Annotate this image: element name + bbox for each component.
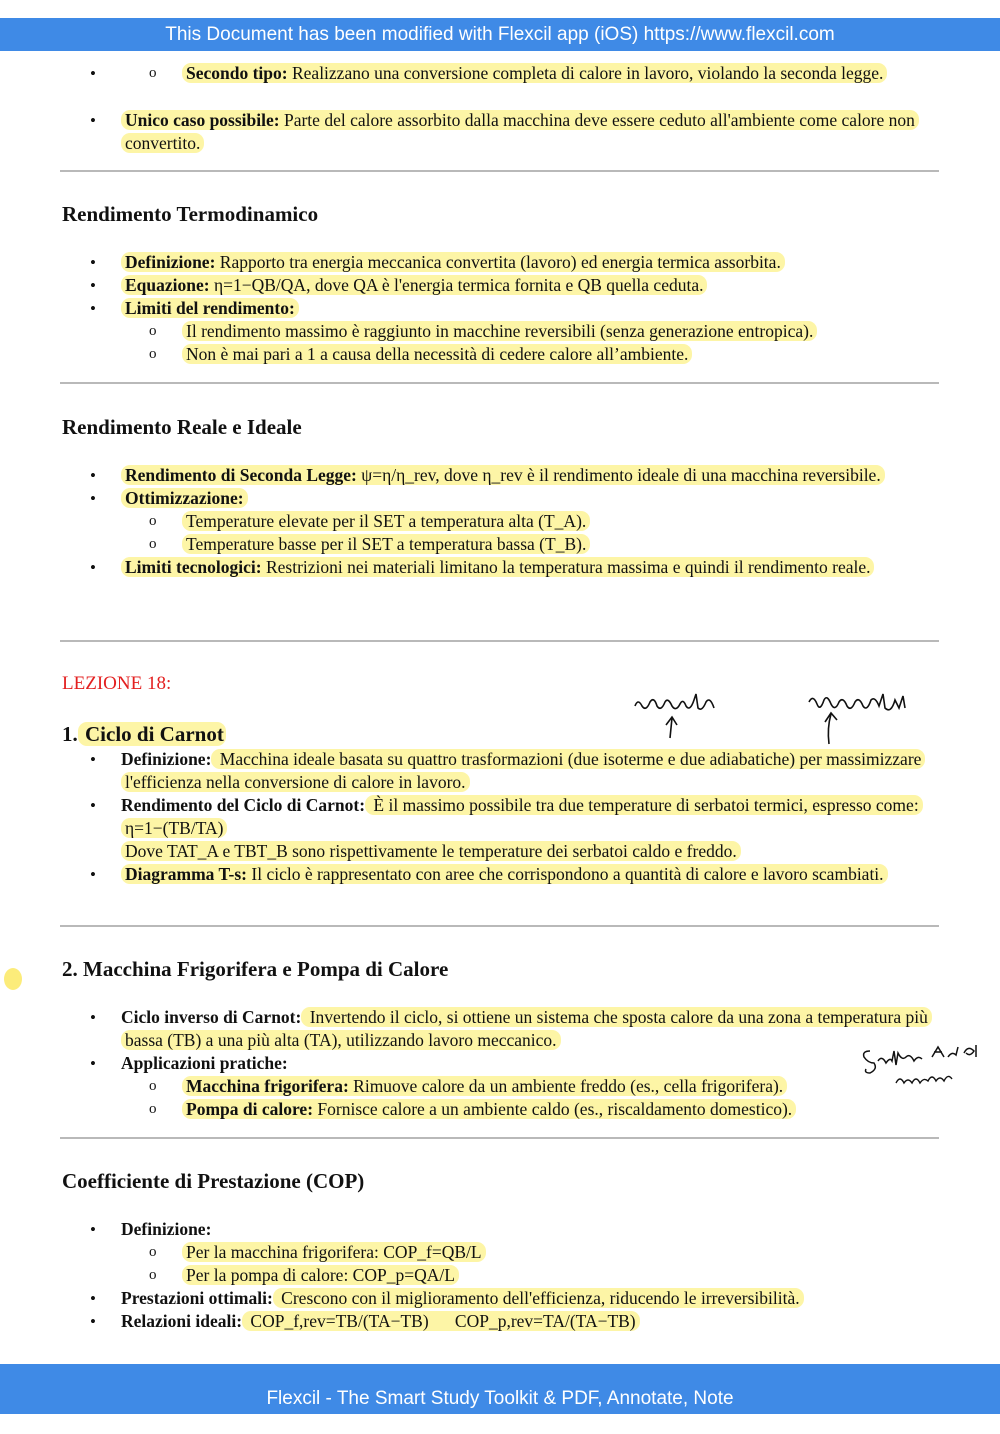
list-item: • Definizione: o Per la macchina frigorifera: COP_f=QB/L o Per la pompa di calore: COP_p=QA/L [121,1218,941,1287]
list-item: • Limiti del rendimento: o Il rendimento massimo è raggiunto in macchine reversibili (senza generazione entropica). o Non è mai pari a 1 a causa della necessità di cedere calore all’ambiente. [121,297,941,366]
divider [60,925,939,927]
sub-item: o Macchina frigorifera: Rimuove calore da un ambiente freddo (es., cella frigorifera). [182,1075,941,1098]
divider [60,1137,939,1139]
sub-item: o Non è mai pari a 1 a causa della necessità di cedere calore all’ambiente. [182,343,941,366]
flexcil-top-banner: This Document has been modified with Flexcil app (iOS) https://www.flexcil.com [0,18,1000,51]
sub-item-secondo-tipo: o • Secondo tipo: Realizzano una conversione completa di calore in lavoro, violando la seconda legge. [182,62,941,85]
lesson-label: LEZIONE 18: [62,673,172,694]
rendimento-reale-list [121,464,941,579]
section-heading-macchina-frigorifera: 2. Macchina Frigorifera e Pompa di Calore [62,957,449,981]
list-item: • Limiti tecnologici: Restrizioni nei materiali limitano la temperatura massima e quindi il rendimento reale. [121,556,941,579]
frigorifera-list [121,1006,941,1121]
flexcil-bottom-banner: Flexcil - The Smart Study Toolkit & PDF, Annotate, Note [0,1364,1000,1414]
section-heading-rendimento-reale: Rendimento Reale e Ideale [62,415,302,439]
list-item: • Prestazioni ottimali: Crescono con il miglioramento dell'efficienza, riducendo le irreversibilità. [121,1287,941,1310]
cop-list [121,1218,941,1333]
handwritten-sottrarre-note [858,1043,990,1093]
list-item: • Applicazioni pratiche: o Macchina frigorifera: Rimuove calore da un ambiente freddo (es., cella frigorifera). o Pompa di calore: Fornisce calore a un ambiente caldo (es., riscaldamento domestico). [121,1052,941,1121]
rendimento-list [121,251,941,366]
handwritten-reversibili-note [630,692,730,744]
carnot-list [121,748,941,886]
divider [60,640,939,642]
divider [60,382,939,384]
intro-list-2 [121,109,941,155]
section-heading-rendimento-termodinamico: Rendimento Termodinamico [62,202,319,226]
list-item: • Relazioni ideali: COP_f,rev=TB/(TA−TB) COP_p,rev=TA/(TA−TB) [121,1310,941,1333]
list-item: • Rendimento del Ciclo di Carnot: È il massimo possibile tra due temperature di serbatoi termici, espresso come: η=1−(TB/TA) Dove TAT_A e TBT_B sono rispettivamente le temperature dei serbatoi caldo e freddo. [121,794,941,863]
sub-item: o Temperature elevate per il SET a temperatura alta (T_A). [182,510,941,533]
sub-item: o Pompa di calore: Fornisce calore a un ambiente caldo (es., riscaldamento domestico). [182,1098,941,1121]
divider [60,170,939,172]
list-item: • Definizione: Rapporto tra energia meccanica convertita (lavoro) ed energia termica assorbita. [121,251,941,274]
list-item: • Ciclo inverso di Carnot: Invertendo il ciclo, si ottiene un sistema che sposta calore da una zona a temperatura più bassa (TB) a una più alta (TA), utilizzando lavoro meccanico. [121,1006,941,1052]
list-item: • Equazione: η=1−QB/QA, dove QA è l'energia termica fornita e QB quella ceduta. [121,274,941,297]
sub-item: o Per la macchina frigorifera: COP_f=QB/L [182,1241,941,1264]
list-item: • Ottimizzazione: o Temperature elevate per il SET a temperatura alta (T_A). o Temperature basse per il SET a temperatura bassa (T_B). [121,487,941,556]
list-item: • Rendimento di Seconda Legge: ψ=η/η_rev, dove η_rev è il rendimento ideale di una macchina reversibile. [121,464,941,487]
highlighter-dot [4,968,22,990]
list-item-unico-caso: • Unico caso possibile: Parte del calore assorbito dalla macchina deve essere ceduto all'ambiente come calore non convertito. [121,109,941,155]
sub-item: o Il rendimento massimo è raggiunto in macchine reversibili (senza generazione entropica). [182,320,941,343]
list-item [121,62,941,85]
sub-item: o Temperature basse per il SET a temperatura bassa (T_B). [182,533,941,556]
list-item: • Diagramma T-s: Il ciclo è rappresentato con aree che corrispondono a quantità di calore e lavoro scambiati. [121,863,941,886]
section-heading-cop: Coefficiente di Prestazione (COP) [62,1169,365,1193]
handwritten-irreversibili-note [805,692,915,748]
section-heading-ciclo-carnot: 1. Ciclo di Carnot [62,722,224,746]
intro-list [121,62,941,85]
list-item: • Definizione: Macchina ideale basata su quattro trasformazioni (due isoterme e due adiabatiche) per massimizzare l'efficienza nella conversione di calore in lavoro. [121,748,941,794]
sub-item: o Per la pompa di calore: COP_p=QA/L [182,1264,941,1287]
